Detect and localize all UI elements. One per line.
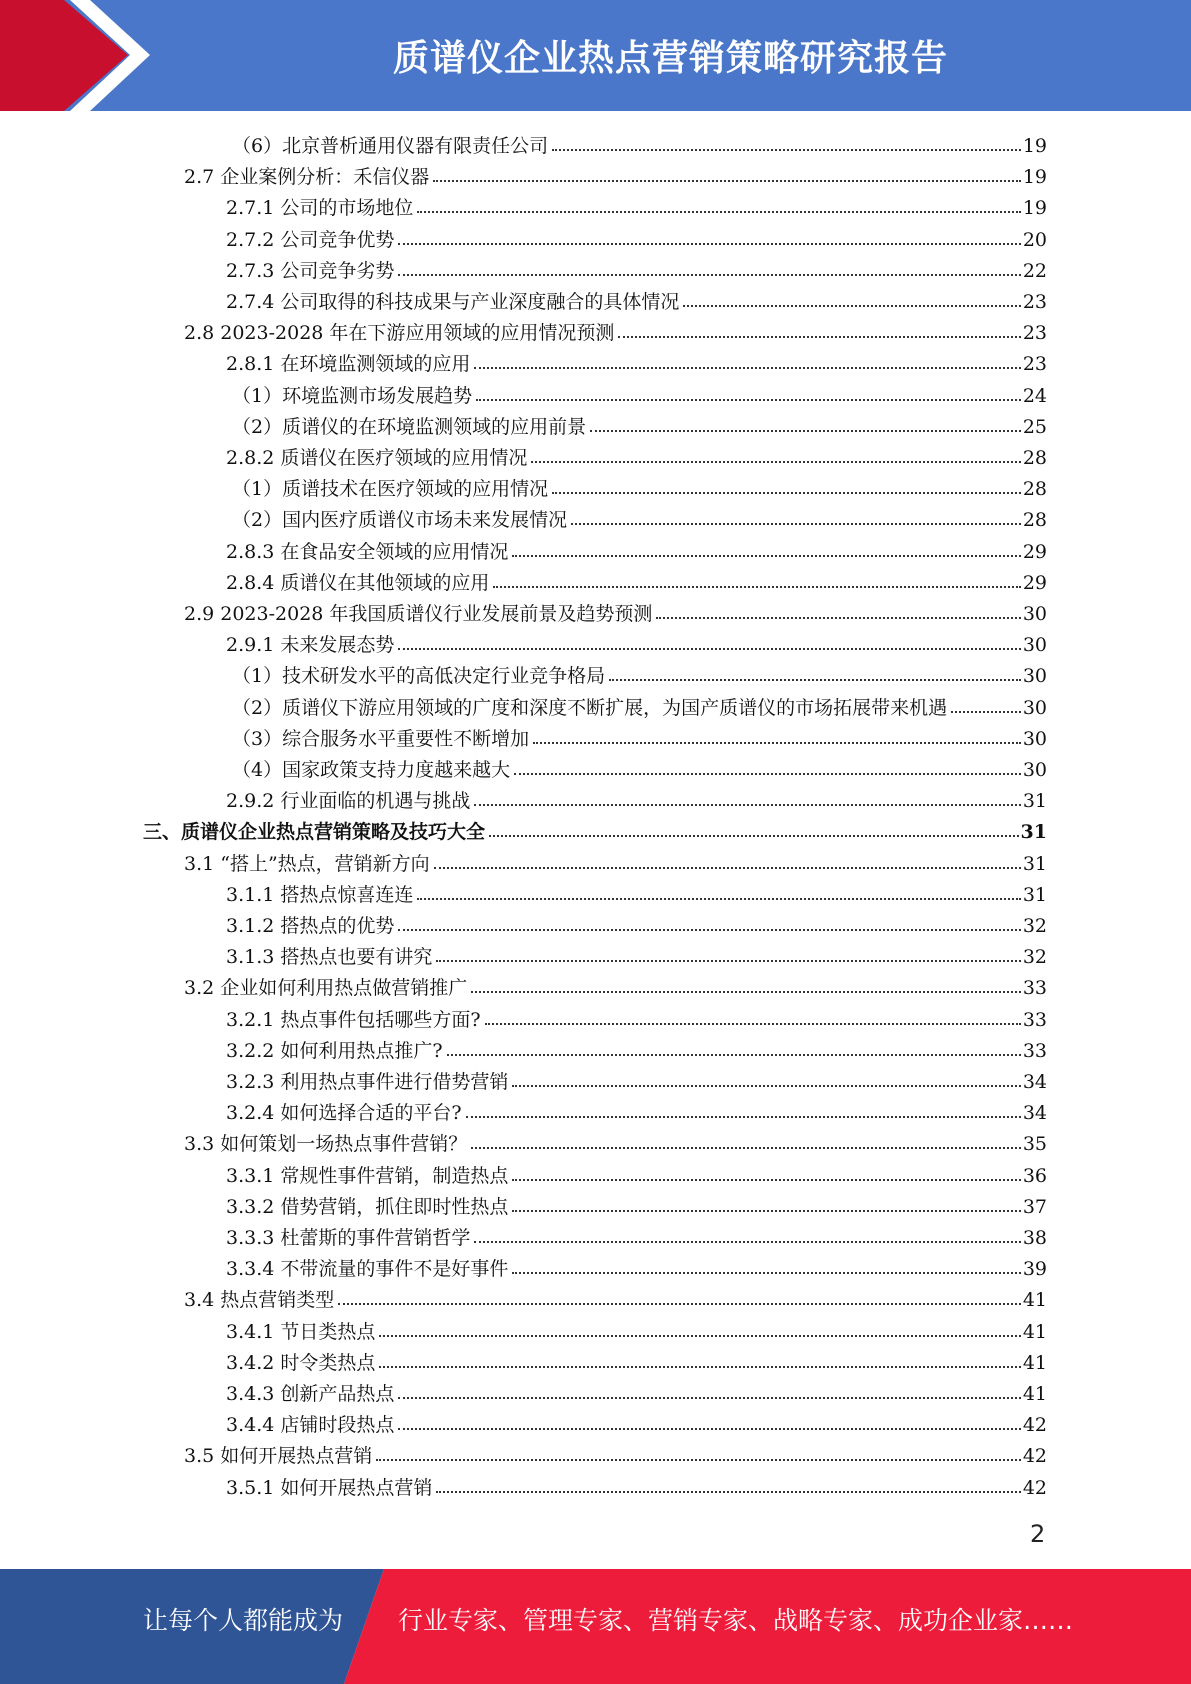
toc-entry-title: 3.1 “搭上”热点，营销新方向 [184, 852, 430, 875]
toc-entry-page: 42 [1022, 1414, 1047, 1437]
toc-entry-page: 23 [1022, 322, 1047, 345]
toc-entry[interactable] [184, 313, 1047, 344]
toc-entry[interactable] [226, 1218, 1047, 1249]
toc-dot-leader [571, 523, 1021, 525]
toc-entry-page: 32 [1022, 946, 1047, 969]
toc-entry-title: （3）综合服务水平重要性不断增加 [232, 727, 530, 750]
toc-dot-leader [476, 399, 1021, 401]
toc-entry-page: 31 [1022, 852, 1047, 875]
toc-entry-title: （6）北京普析通用仪器有限责任公司 [232, 135, 549, 157]
toc-entry-title: 三、质谱仪企业热点营销策略及技巧大全 [143, 821, 486, 844]
toc-entry[interactable] [184, 968, 1047, 999]
toc-entry-title: 2.7.4 公司取得的科技成果与产业深度融合的具体情况 [226, 291, 680, 313]
toc-entry-page: 24 [1022, 384, 1047, 407]
toc-entry-page: 37 [1022, 1195, 1047, 1218]
toc-entry-title: 2.8.3 在食品安全领域的应用情况 [226, 540, 509, 563]
toc-entry-page: 30 [1022, 665, 1047, 688]
toc-entry-page: 20 [1022, 228, 1047, 251]
toc-entry-page: 30 [1022, 634, 1047, 657]
toc-entry-title: 3.4.1 节日类热点 [226, 1320, 376, 1343]
toc-entry-page: 30 [1022, 727, 1047, 750]
header-arrow-decoration [0, 0, 160, 111]
toc-entry-page: 41 [1022, 1289, 1047, 1312]
toc-entry-page: 34 [1022, 1071, 1047, 1093]
toc-entry[interactable] [226, 1187, 1047, 1218]
toc-entry[interactable] [232, 500, 1047, 531]
toc-dot-leader [474, 1241, 1020, 1243]
toc-entry[interactable] [226, 781, 1047, 812]
toc-dot-leader [514, 773, 1021, 775]
toc-entry[interactable] [226, 563, 1047, 594]
toc-entry-title: 3.5.1 如何开展热点营销 [226, 1476, 433, 1499]
toc-entry-page: 28 [1022, 447, 1047, 469]
toc-dot-leader [436, 960, 1020, 962]
toc-entry[interactable] [226, 1249, 1047, 1280]
toc-entry-title: 3.4 热点营销类型 [184, 1289, 335, 1312]
toc-dot-leader [466, 1116, 1021, 1118]
toc-entry-page: 30 [1022, 603, 1047, 625]
toc-entry-page: 41 [1022, 1320, 1047, 1343]
toc-dot-leader [512, 555, 1020, 557]
page-number: 2 [1030, 1520, 1046, 1548]
toc-entry-title: 3.2.4 如何选择合适的平台? [226, 1102, 462, 1125]
toc-dot-leader [471, 991, 1021, 993]
toc-dot-leader [398, 929, 1020, 931]
toc-entry-page: 19 [1022, 135, 1047, 157]
toc-entry-title: 2.9 2023-2028 年我国质谱仪行业发展前景及趋势预测 [184, 603, 653, 625]
toc-entry-page: 33 [1022, 977, 1047, 1000]
toc-entry-title: （2）国内医疗质谱仪市场未来发展情况 [232, 509, 568, 532]
toc-dot-leader [489, 835, 1019, 837]
toc-entry[interactable] [226, 1312, 1047, 1343]
toc-entry[interactable] [226, 1062, 1047, 1093]
toc-entry-page: 31 [1022, 790, 1047, 813]
toc-entry[interactable] [226, 532, 1047, 563]
toc-entry-page: 41 [1022, 1383, 1047, 1405]
toc-dot-leader [512, 1272, 1020, 1274]
toc-dot-leader [447, 1054, 1021, 1056]
toc-dot-leader [618, 336, 1020, 338]
toc-entry-title: 2.7.1 公司的市场地位 [226, 197, 414, 220]
toc-entry-title: 3.2.3 利用热点事件进行借势营销 [226, 1071, 509, 1093]
toc-entry[interactable] [184, 594, 1047, 625]
toc-dot-leader [531, 461, 1020, 463]
toc-dot-leader [379, 1335, 1020, 1337]
toc-entry[interactable] [226, 1031, 1047, 1062]
toc-dot-leader [398, 274, 1020, 276]
footer-slogan-left: 让每个人都能成为 [143, 1606, 344, 1635]
toc-entry-page: 42 [1022, 1476, 1047, 1499]
toc-dot-leader [474, 804, 1020, 806]
toc-entry[interactable] [232, 126, 1047, 157]
toc-entry-title: 3.1.3 搭热点也要有讲究 [226, 946, 433, 969]
toc-entry-title: 2.7.3 公司竞争劣势 [226, 259, 395, 282]
toc-entry-title: 3.3.4 不带流量的事件不是好事件 [226, 1258, 509, 1281]
toc-entry-title: 3.5 如何开展热点营销 [184, 1445, 373, 1468]
header-bar [0, 0, 1191, 111]
toc-entry-page: 38 [1022, 1227, 1047, 1249]
toc-entry[interactable] [184, 157, 1047, 188]
toc-dot-leader [552, 492, 1021, 494]
toc-dot-leader [398, 648, 1020, 650]
toc-entry-title: （1）环境监测市场发展趋势 [232, 384, 473, 407]
toc-dot-leader [434, 867, 1021, 869]
toc-entry[interactable] [232, 656, 1047, 687]
toc-entry[interactable] [226, 937, 1047, 968]
toc-dot-leader [512, 1210, 1020, 1212]
toc-entry[interactable] [232, 469, 1047, 500]
toc-entry[interactable] [226, 344, 1047, 375]
toc-entry[interactable] [143, 812, 1047, 843]
toc-dot-leader [433, 180, 1021, 182]
toc-entry-title: 3.3.3 杜蕾斯的事件营销哲学 [226, 1227, 471, 1249]
toc-dot-leader [609, 679, 1021, 681]
toc-entry-page: 30 [1022, 759, 1047, 781]
toc-entry-page: 25 [1022, 415, 1047, 438]
toc-entry-title: （4）国家政策支持力度越来越大 [232, 759, 511, 781]
toc-dot-leader [512, 1085, 1020, 1087]
toc-entry-title: （1）技术研发水平的高低决定行业竞争格局 [232, 665, 606, 688]
toc-entry-title: 3.3 如何策划一场热点事件营销？ [184, 1133, 468, 1156]
toc-dot-leader [656, 617, 1020, 619]
toc-entry-title: 2.8.1 在环境监测领域的应用 [226, 353, 471, 376]
toc-entry-title: 2.8 2023-2028 年在下游应用领域的应用情况预测 [184, 322, 615, 345]
toc-entry-title: 3.4.4 店铺时段热点 [226, 1414, 395, 1437]
toc-entry-page: 31 [1020, 821, 1047, 844]
toc-entry-page: 29 [1022, 540, 1047, 563]
toc-entry-title: 2.8.4 质谱仪在其他领域的应用 [226, 571, 490, 594]
toc-entry[interactable] [226, 875, 1047, 906]
toc-entry-title: （1）质谱技术在医疗领域的应用情况 [232, 478, 549, 501]
toc-entry[interactable] [226, 1156, 1047, 1187]
toc-dot-leader [417, 898, 1020, 900]
toc-dot-leader [590, 430, 1021, 432]
footer-banner [0, 1569, 1191, 1684]
toc-entry[interactable] [232, 407, 1047, 438]
toc-entry[interactable] [232, 750, 1047, 781]
toc-dot-leader [417, 211, 1020, 213]
toc-entry-title: 2.7 企业案例分析：禾信仪器 [184, 166, 430, 189]
toc-entry-page: 22 [1022, 259, 1047, 282]
toc-dot-leader [474, 367, 1020, 369]
toc-entry[interactable] [184, 844, 1047, 875]
toc-entry-page: 42 [1022, 1445, 1047, 1468]
toc-entry-title: 3.3.1 常规性事件营销，制造热点 [226, 1164, 509, 1187]
toc-entry-title: 3.4.3 创新产品热点 [226, 1383, 395, 1405]
toc-entry[interactable] [226, 188, 1047, 219]
toc-dot-leader [683, 305, 1020, 307]
toc-dot-leader [485, 1023, 1021, 1025]
toc-entry-title: 3.2 企业如何利用热点做营销推广 [184, 977, 468, 1000]
toc-entry-title: 2.8.2 质谱仪在医疗领域的应用情况 [226, 447, 528, 469]
toc-dot-leader [493, 586, 1020, 588]
toc-entry[interactable] [226, 220, 1047, 251]
toc-entry-page: 23 [1022, 353, 1047, 376]
toc-entry[interactable] [226, 1374, 1047, 1405]
toc-entry-title: 3.1.2 搭热点的优势 [226, 915, 395, 937]
toc-entry[interactable] [226, 1405, 1047, 1436]
document-title: 质谱仪企业热点营销策略研究报告 [392, 38, 948, 79]
toc-entry-page: 31 [1022, 883, 1047, 906]
toc-entry-title: 3.2.2 如何利用热点推广? [226, 1039, 443, 1062]
toc-entry[interactable] [226, 1093, 1047, 1124]
toc-entry[interactable] [226, 282, 1047, 313]
toc-entry-title: 3.2.1 热点事件包括哪些方面? [226, 1008, 481, 1031]
toc-entry[interactable] [232, 376, 1047, 407]
toc-dot-leader [398, 1397, 1020, 1399]
toc-dot-leader [379, 1366, 1020, 1368]
toc-dot-leader [471, 1147, 1021, 1149]
toc-entry-page: 28 [1022, 509, 1047, 532]
toc-entry[interactable] [226, 625, 1047, 656]
toc-entry[interactable] [226, 1468, 1047, 1499]
toc-entry-title: 3.4.2 时令类热点 [226, 1351, 376, 1374]
toc-entry[interactable] [184, 1436, 1047, 1467]
toc-dot-leader [951, 711, 1021, 713]
toc-dot-leader [398, 243, 1020, 245]
toc-dot-leader [512, 1179, 1020, 1181]
toc-entry-page: 33 [1022, 1039, 1047, 1062]
toc-entry[interactable] [226, 251, 1047, 282]
toc-entry[interactable] [232, 719, 1047, 750]
toc-dot-leader [398, 1428, 1020, 1430]
toc-entry-title: （2）质谱仪下游应用领域的广度和深度不断扩展，为国产质谱仪的市场拓展带来机遇 [232, 696, 948, 719]
toc-entry-title: 2.9.1 未来发展态势 [226, 634, 395, 657]
toc-entry-page: 39 [1022, 1258, 1047, 1281]
toc-entry[interactable] [184, 1280, 1047, 1311]
toc-entry-page: 34 [1022, 1102, 1047, 1125]
toc-entry-page: 33 [1022, 1008, 1047, 1031]
toc-entry-page: 23 [1022, 291, 1047, 313]
footer-slogan-right: 行业专家、管理专家、营销专家、战略专家、成功企业家…… [398, 1606, 1074, 1635]
toc-entry-title: 2.7.2 公司竞争优势 [226, 228, 395, 251]
toc-entry-page: 36 [1022, 1164, 1047, 1187]
toc-entry-page: 19 [1022, 166, 1047, 189]
toc-entry-page: 35 [1022, 1133, 1047, 1156]
toc-entry[interactable] [226, 438, 1047, 469]
toc-dot-leader [436, 1491, 1020, 1493]
toc-entry-title: （2）质谱仪的在环境监测领域的应用前景 [232, 415, 587, 438]
toc-entry-title: 3.3.2 借势营销，抓住即时性热点 [226, 1195, 509, 1218]
toc-entry[interactable] [226, 906, 1047, 937]
toc-dot-leader [533, 742, 1021, 744]
toc-entry[interactable] [226, 1000, 1047, 1031]
toc-entry-title: 2.9.2 行业面临的机遇与挑战 [226, 790, 471, 813]
toc-entry-page: 19 [1022, 197, 1047, 220]
toc-entry-page: 32 [1022, 915, 1047, 937]
toc-entry-page: 28 [1022, 478, 1047, 501]
toc-entry-title: 3.1.1 搭热点惊喜连连 [226, 883, 414, 906]
toc-entry-page: 30 [1022, 696, 1047, 719]
toc-entry-page: 29 [1022, 571, 1047, 594]
toc-dot-leader [552, 149, 1021, 151]
toc-entry[interactable] [226, 1343, 1047, 1374]
toc-entry[interactable] [232, 688, 1047, 719]
toc-entry[interactable] [184, 1124, 1047, 1155]
toc-dot-leader [338, 1303, 1021, 1305]
toc-entry-page: 41 [1022, 1351, 1047, 1374]
toc-dot-leader [376, 1459, 1021, 1461]
